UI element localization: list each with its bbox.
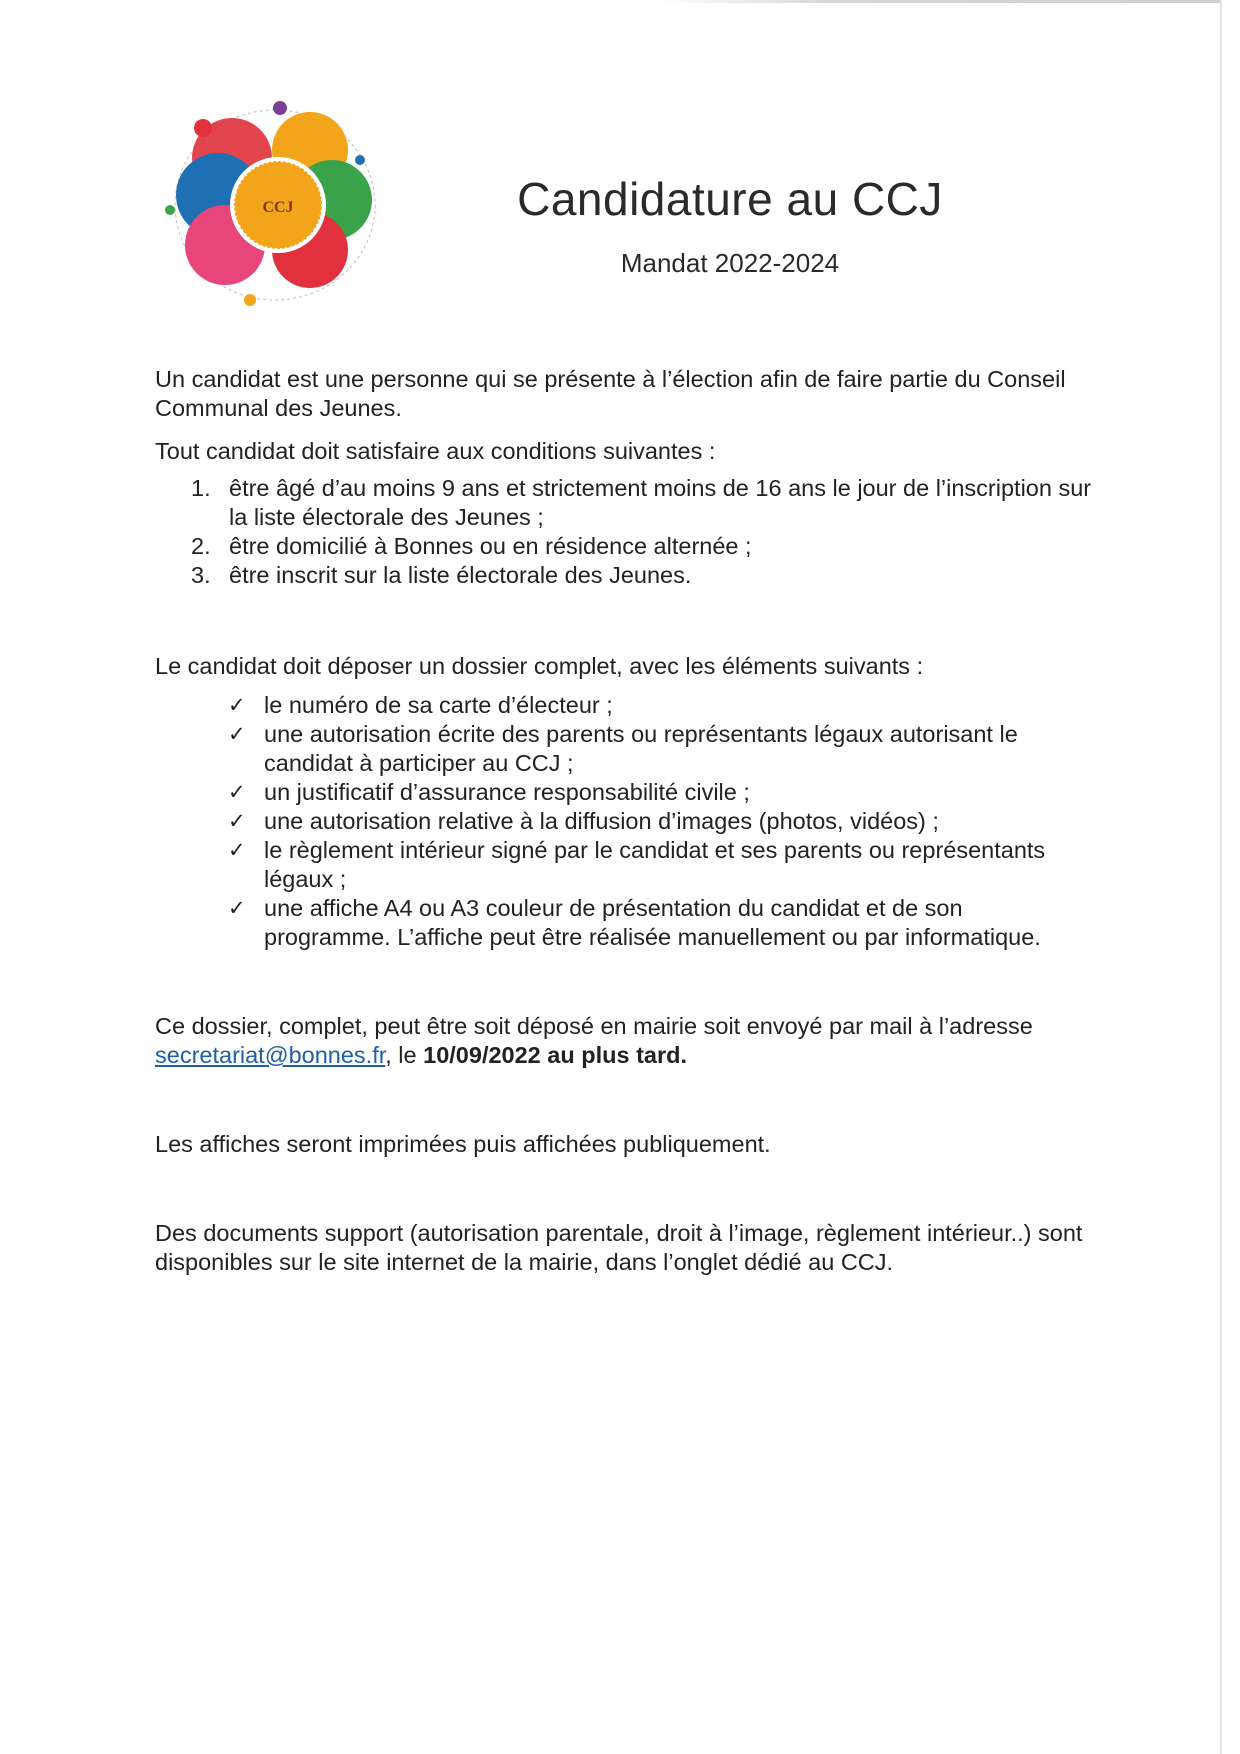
deadline: 10/09/2022 au plus tard. <box>423 1042 687 1068</box>
document-body <box>155 365 1095 1277</box>
submission-text: Ce dossier, complet, peut être soit déposé en mairie soit envoyé par mail à l’adresse <box>155 1013 1033 1039</box>
dossier-item <box>228 894 1095 952</box>
dossier-heading: Le candidat doit déposer un dossier complet, avec les éléments suivants : <box>155 653 924 679</box>
email-link[interactable]: secretariat@bonnes.fr <box>155 1042 386 1068</box>
dossier-item <box>228 691 1095 720</box>
conditions-list <box>155 474 1095 590</box>
checkmark-icon: ✓ <box>228 809 246 833</box>
dossier-item-text: une autorisation relative à la diffusion d’images (photos, vidéos) ; <box>264 808 939 834</box>
checkmark-icon: ✓ <box>228 722 246 746</box>
dossier-item <box>228 720 1095 778</box>
page-subtitle: Mandat 2022-2024 <box>620 248 840 278</box>
ccj-logo <box>160 100 390 310</box>
dossier-item <box>228 807 1095 836</box>
dossier-item <box>228 778 1095 807</box>
dossier-item-text: une autorisation écrite des parents ou représentants légaux autorisant le candidat à participer au CCJ ; <box>264 721 1018 776</box>
dossier-item-text: le numéro de sa carte d’électeur ; <box>264 692 613 718</box>
checkmark-icon: ✓ <box>228 896 246 920</box>
scan-right-edge <box>1220 0 1222 1754</box>
dossier-item-text: un justificatif d’assurance responsabilité civile ; <box>264 779 750 805</box>
condition-number: 1. <box>191 475 211 501</box>
checkmark-icon: ✓ <box>228 780 246 804</box>
condition-text: être inscrit sur la liste électorale des Jeunes. <box>229 562 692 588</box>
intro-paragraph: Un candidat est une personne qui se présente à l’élection afin de faire partie du Conseil Communal des Jeunes. <box>155 366 1066 421</box>
submission-text-middle: , le <box>385 1042 424 1068</box>
condition-number: 2. <box>191 533 211 559</box>
dossier-item <box>228 836 1095 894</box>
condition-text: être âgé d’au moins 9 ans et strictement moins de 16 ans le jour de l’inscription sur la liste électorale des Jeunes ; <box>229 475 1092 530</box>
logo-text: CCJ <box>262 199 294 216</box>
dossier-item-text: le règlement intérieur signé par le candidat et ses parents ou représentants légaux ; <box>264 837 1046 892</box>
submission-paragraph <box>155 1012 1095 1070</box>
conditions-heading: Tout candidat doit satisfaire aux conditions suivantes : <box>155 438 716 464</box>
dossier-item-text: une affiche A4 ou A3 couleur de présentation du candidat et de son programme. L’affiche peut être réalisée manuellement ou par informatique. <box>264 895 1041 950</box>
condition-number: 3. <box>191 562 211 588</box>
checkmark-icon: ✓ <box>228 693 246 717</box>
condition-item <box>191 561 1095 590</box>
condition-item <box>191 474 1095 532</box>
checkmark-icon: ✓ <box>228 838 246 862</box>
scan-top-edge <box>660 0 1220 3</box>
documents-paragraph: Des documents support (autorisation parentale, droit à l’image, règlement intérieur..) sont disponibles sur le site internet de la mairie, dans l’onglet dédié au CCJ. <box>155 1220 1083 1275</box>
dossier-list <box>155 691 1095 952</box>
page-title: Candidature au CCJ <box>517 173 943 225</box>
posters-paragraph: Les affiches seront imprimées puis affichées publiquement. <box>155 1131 771 1157</box>
condition-text: être domicilié à Bonnes ou en résidence alternée ; <box>229 533 752 559</box>
condition-item <box>191 532 1095 561</box>
